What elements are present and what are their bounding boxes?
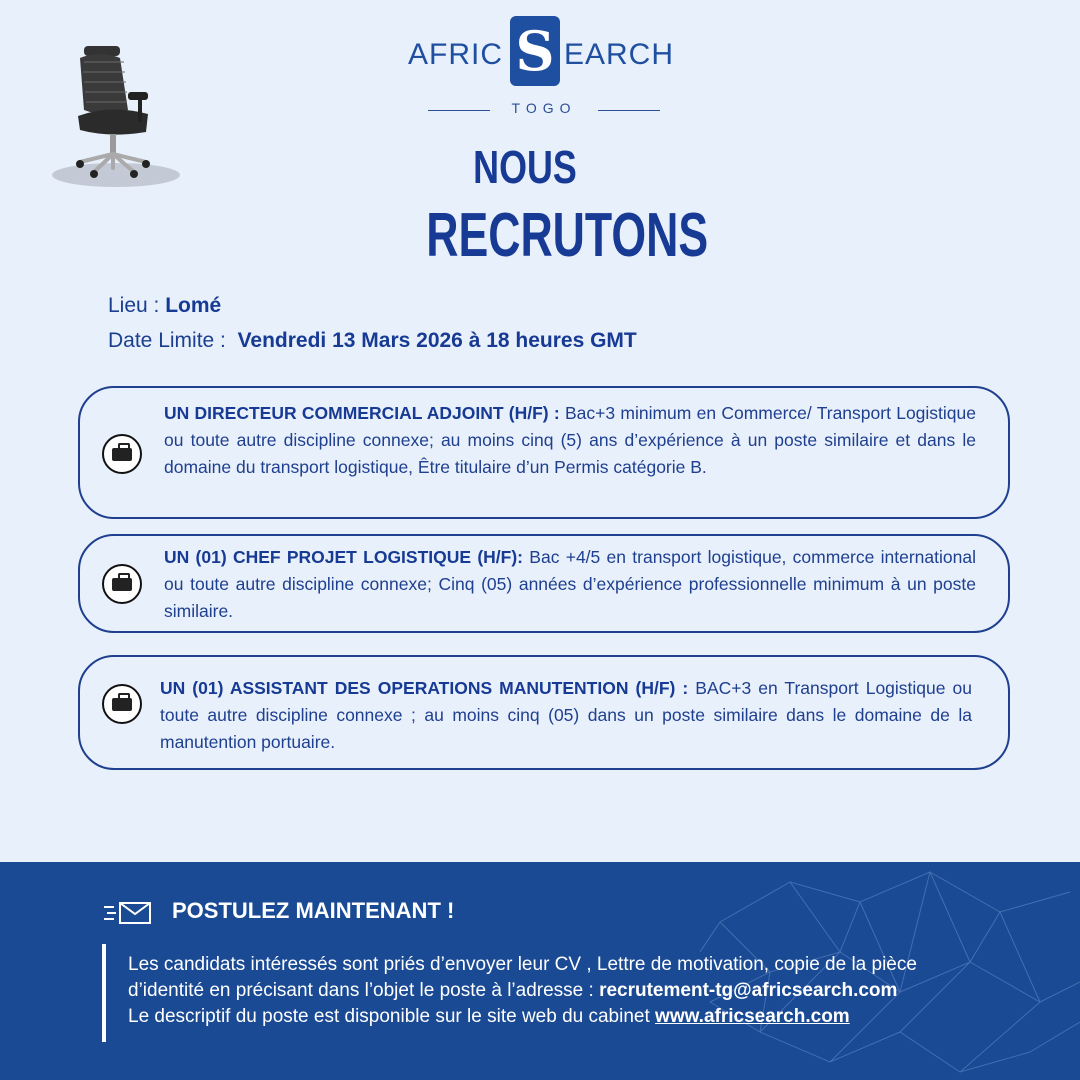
- logo-country: TOGO: [511, 100, 577, 116]
- divider: [598, 110, 660, 111]
- logo-mark: S: [510, 16, 560, 86]
- footer-line-3-text: Le descriptif du poste est disponible sur le site web du cabinet: [128, 1006, 656, 1027]
- location-value: Lomé: [165, 294, 222, 317]
- deadline-line: [108, 329, 637, 353]
- footer-line-1: Les candidats intéressés sont priés d’envoyer leur CV , Lettre de motivation, copie de la pièce: [128, 954, 917, 975]
- deadline-label: Date Limite :: [108, 329, 226, 352]
- website-link[interactable]: www.africsearch.com: [655, 1006, 850, 1027]
- apply-now-heading: POSTULEZ MAINTENANT !: [172, 898, 455, 923]
- job-description: BAC+3 en Transport Logistique ou toute autre discipline connexe ; au moins cinq (05) dans un poste similaire dans le domaine de la manutention portuaire.: [160, 678, 972, 752]
- briefcase-icon: [102, 684, 142, 724]
- briefcase-icon: [102, 434, 142, 474]
- location-label: Lieu :: [108, 294, 160, 317]
- briefcase-icon: [102, 564, 142, 604]
- logo-left-text: AFRIC: [408, 38, 503, 71]
- job-title: UN (01) ASSISTANT DES OPERATIONS MANUTENTION (H/F) :: [160, 678, 689, 698]
- job-description: Bac +4/5 en transport logistique, commerce international ou toute autre discipline connexe; Cinq (05) années d’expérience professionnelle minimum à un poste similaire.: [164, 547, 976, 621]
- divider: [428, 110, 490, 111]
- footer-line-3: [128, 1006, 850, 1028]
- office-chair-image: [50, 40, 185, 190]
- contact-email-link[interactable]: recrutement-tg@africsearch.com: [599, 980, 898, 1001]
- footer-line-2-text: d’identité en précisant dans l’objet le poste à l’adresse :: [128, 980, 600, 1001]
- job-description: Bac+3 minimum en Commerce/ Transport Logistique ou toute autre discipline connexe; au moins cinq (5) ans d’expérience à un poste similaire et dans le domaine du transport logistique, Être titulaire d’un Permis catégorie B.: [164, 403, 976, 477]
- deadline-value: Vendredi 13 Mars 2026 à 18 heures GMT: [237, 329, 637, 352]
- page-title-line1: NOUS: [473, 141, 577, 193]
- logo-country-row: [428, 100, 660, 122]
- job-title: UN DIRECTEUR COMMERCIAL ADJOINT (H/F) :: [164, 403, 560, 423]
- job-card-1: [78, 386, 1010, 519]
- location-line: [108, 294, 221, 318]
- job-card-2: [78, 534, 1010, 633]
- job-title: UN (01) CHEF PROJET LOGISTIQUE (H/F):: [164, 547, 524, 567]
- mail-icon: [104, 902, 152, 924]
- footer-line-2: [128, 980, 897, 1002]
- company-logo: [408, 16, 678, 88]
- logo-right-text: EARCH: [564, 38, 675, 71]
- divider: [102, 944, 106, 1042]
- job-card-3: [78, 655, 1010, 770]
- footer-panel: [0, 862, 1080, 1080]
- page-title-line2: RECRUTONS: [426, 201, 709, 270]
